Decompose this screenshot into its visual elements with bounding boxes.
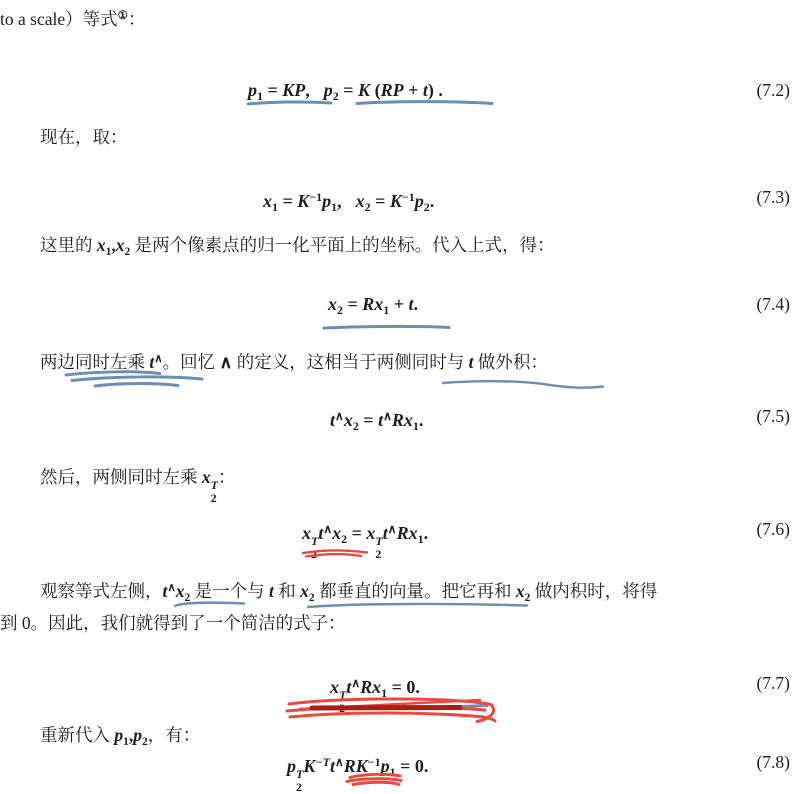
equation-7-4 [0, 289, 798, 319]
red-scribble-eq78-3 [353, 782, 399, 784]
equation-7-8-math: p T 2 $K^{-T}t^\wedge RK^{-1}p_1 = 0$. [287, 755, 429, 794]
paragraph-observe-line1: 观察等式左侧，$t^\wedge x_2$ 是一个与 t 和 $x_2$ 都垂直的向量。把它再和 $x_2$ 做内积时，将得 [40, 581, 658, 604]
blue-scribble-tcaret-2 [72, 377, 202, 381]
paragraph-both-sides: 两边同时左乘 t∧。回忆 ∧ 的定义，这相当于两侧同时与 t 做外积： [40, 352, 548, 372]
equation-7-7-math: x T 2 $t^\wedge Rx_1 = 0$. [330, 676, 420, 715]
red-scribble-eq77-4 [300, 700, 480, 709]
equation-7-7-label: (7.7) [756, 673, 790, 693]
equation-7-5-label: (7.5) [756, 406, 790, 426]
equation-7-5-math: $t^\wedge x_2 = t^\wedge Rx_1$. [330, 409, 424, 433]
paragraph-observe-line2: 到 0。因此，我们就得到了一个简洁的式子： [0, 613, 346, 633]
equation-7-6-math: x T 2 $t^\wedge x_2 = x$ T 2 $t^\wedge Rx_1$. [302, 522, 429, 561]
equation-7-3-label: (7.3) [756, 187, 790, 207]
equation-7-2-label: (7.2) [756, 80, 790, 100]
equation-7-8 [0, 747, 798, 794]
red-scribble-eq77-hook [477, 706, 494, 722]
red-scribble-eq77-3 [290, 713, 495, 721]
blue-scribble-tcaret-3 [95, 384, 178, 387]
red-scribble-eq77-1 [289, 699, 492, 705]
blue-underline-eq74 [324, 326, 449, 328]
equation-7-3-math: $x_1 = K^{-1}p_1$, $x_2 = K^{-1}p_2$. [263, 190, 435, 214]
equation-7-5 [0, 401, 798, 431]
red-scribble-eq77-2 [287, 707, 485, 711]
paragraph-here: 这里的 $x_1,x_2$ 是两个像素点的归一化平面上的坐标。代入上式，得： [40, 235, 555, 258]
equation-7-2 [0, 75, 798, 105]
red-scribble-eq78-2 [347, 779, 401, 782]
equation-7-6-label: (7.6) [756, 519, 790, 539]
equation-7-7 [0, 668, 798, 715]
blue-segment-eq77 [449, 706, 487, 708]
paragraph-then: 然后，两侧同时左乘 x T 2 ： [40, 467, 236, 505]
equation-7-3 [0, 182, 798, 212]
equation-7-2-math: $p_1$ = KP, $p_2 = K$ (RP + t) . [248, 80, 443, 103]
red-scribble-eq77-core [312, 708, 460, 709]
equation-7-4-math: $x_2 = Rx_1 + t$. [328, 294, 419, 317]
equation-7-8-label: (7.8) [756, 752, 790, 772]
intro-line: to a scale）等式①： [0, 9, 146, 29]
paragraph-resub: 重新代入 $p_1,p_2$，有： [40, 725, 201, 748]
equation-7-4-label: (7.4) [756, 294, 790, 314]
blue-wavy-underline-outer-product [443, 381, 603, 387]
paragraph-now: 现在，取： [40, 127, 128, 147]
equation-7-6 [0, 514, 798, 561]
